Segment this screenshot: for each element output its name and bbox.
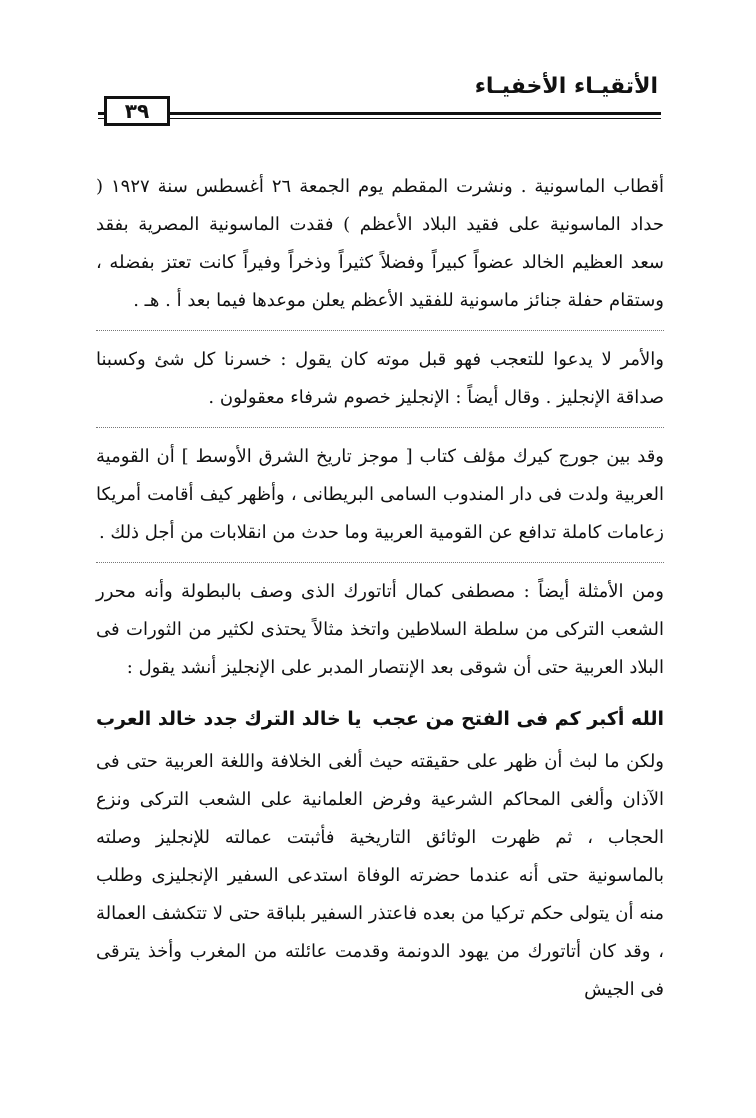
paragraph-block	[96, 438, 664, 552]
paragraph-divider	[96, 562, 664, 563]
paragraph-block	[96, 743, 664, 1009]
verse-first-hemistich: الله أكبر كم فى الفتح من عجب	[372, 708, 664, 730]
page-number: ٣٩	[104, 96, 170, 126]
paragraph: والأمر لا يدعوا للتعجب فهو قبل موته كان يقول : خسرنا كل شئ وكسبنا صداقة الإنجليز . وقال أيضاً : الإنجليز خصوم شرفاء معقولون .	[96, 349, 664, 408]
book-title: الأتقيـاء الأخفيـاء	[474, 74, 658, 99]
paragraph-block	[96, 168, 664, 320]
paragraph: وقد بين جورج كيرك مؤلف كتاب [ موجز تاريخ الشرق الأوسط ] أن القومية العربية ولدت فى دار المندوب السامى البريطانى ، وأظهر كيف أقامت أمريكا زعامات كاملة تدافع عن القومية العربية وما حدث من انقلابات من أجل ذلك .	[96, 446, 664, 543]
paragraph: ومن الأمثلة أيضاً : مصطفى كمال أتاتورك الذى وصف بالبطولة وأنه محرر الشعب التركى من سلطة السلاطين واتخذ مثالاً يحتذى لكثير من الثورات فى البلاد العربية حتى أن شوقى بعد الإنتصار المدبر على الإنجليز أنشد يقول :	[96, 581, 664, 678]
poem-verse	[96, 697, 664, 741]
paragraph-block	[96, 341, 664, 417]
paragraph-divider	[96, 330, 664, 331]
paragraph: ولكن ما لبث أن ظهر على حقيقته حيث ألغى الخلافة واللغة العربية حتى فى الآذان وألغى المحاكم الشرعية وفرض العلمانية على الشعب التركى ونزع الحجاب ، ثم ظهرت الوثائق التاريخية فأثبتت عمالته للإنجليز وصلته بالماسونية حتى أنه عندما حضرته الوفاة استدعى السفير الإنجليزى وطلب منه أن يتولى حكم تركيا من بعده فاعتذر السفير بلباقة حتى لا تتكشف العمالة ، وقد كان أتاتورك من يهود الدونمة وقدمت عائلته من المغرب وأخذ يترقى فى الجيش	[96, 751, 664, 1000]
paragraph-block	[96, 573, 664, 687]
verse-second-hemistich: يا خالد الترك جدد خالد العرب	[96, 708, 362, 730]
paragraph: أقطاب الماسونية . ونشرت المقطم يوم الجمعة ٢٦ أغسطس سنة ١٩٢٧ ( حداد الماسونية على فقيد البلاد الأعظم ) فقدت الماسونية المصرية بفقد سعد العظيم الخالد عضواً كبيراً وفضلاً كثيراً وذخراً وفيراً كانت تعتز بفضله ، وستقام حفلة جنائز ماسونية للفقيد الأعظم يعلن موعدها فيما بعد أ . هـ .	[96, 176, 664, 311]
page-body	[96, 168, 664, 1019]
header-rule	[98, 112, 661, 115]
header-rule-thin	[98, 118, 661, 119]
paragraph-divider	[96, 427, 664, 428]
